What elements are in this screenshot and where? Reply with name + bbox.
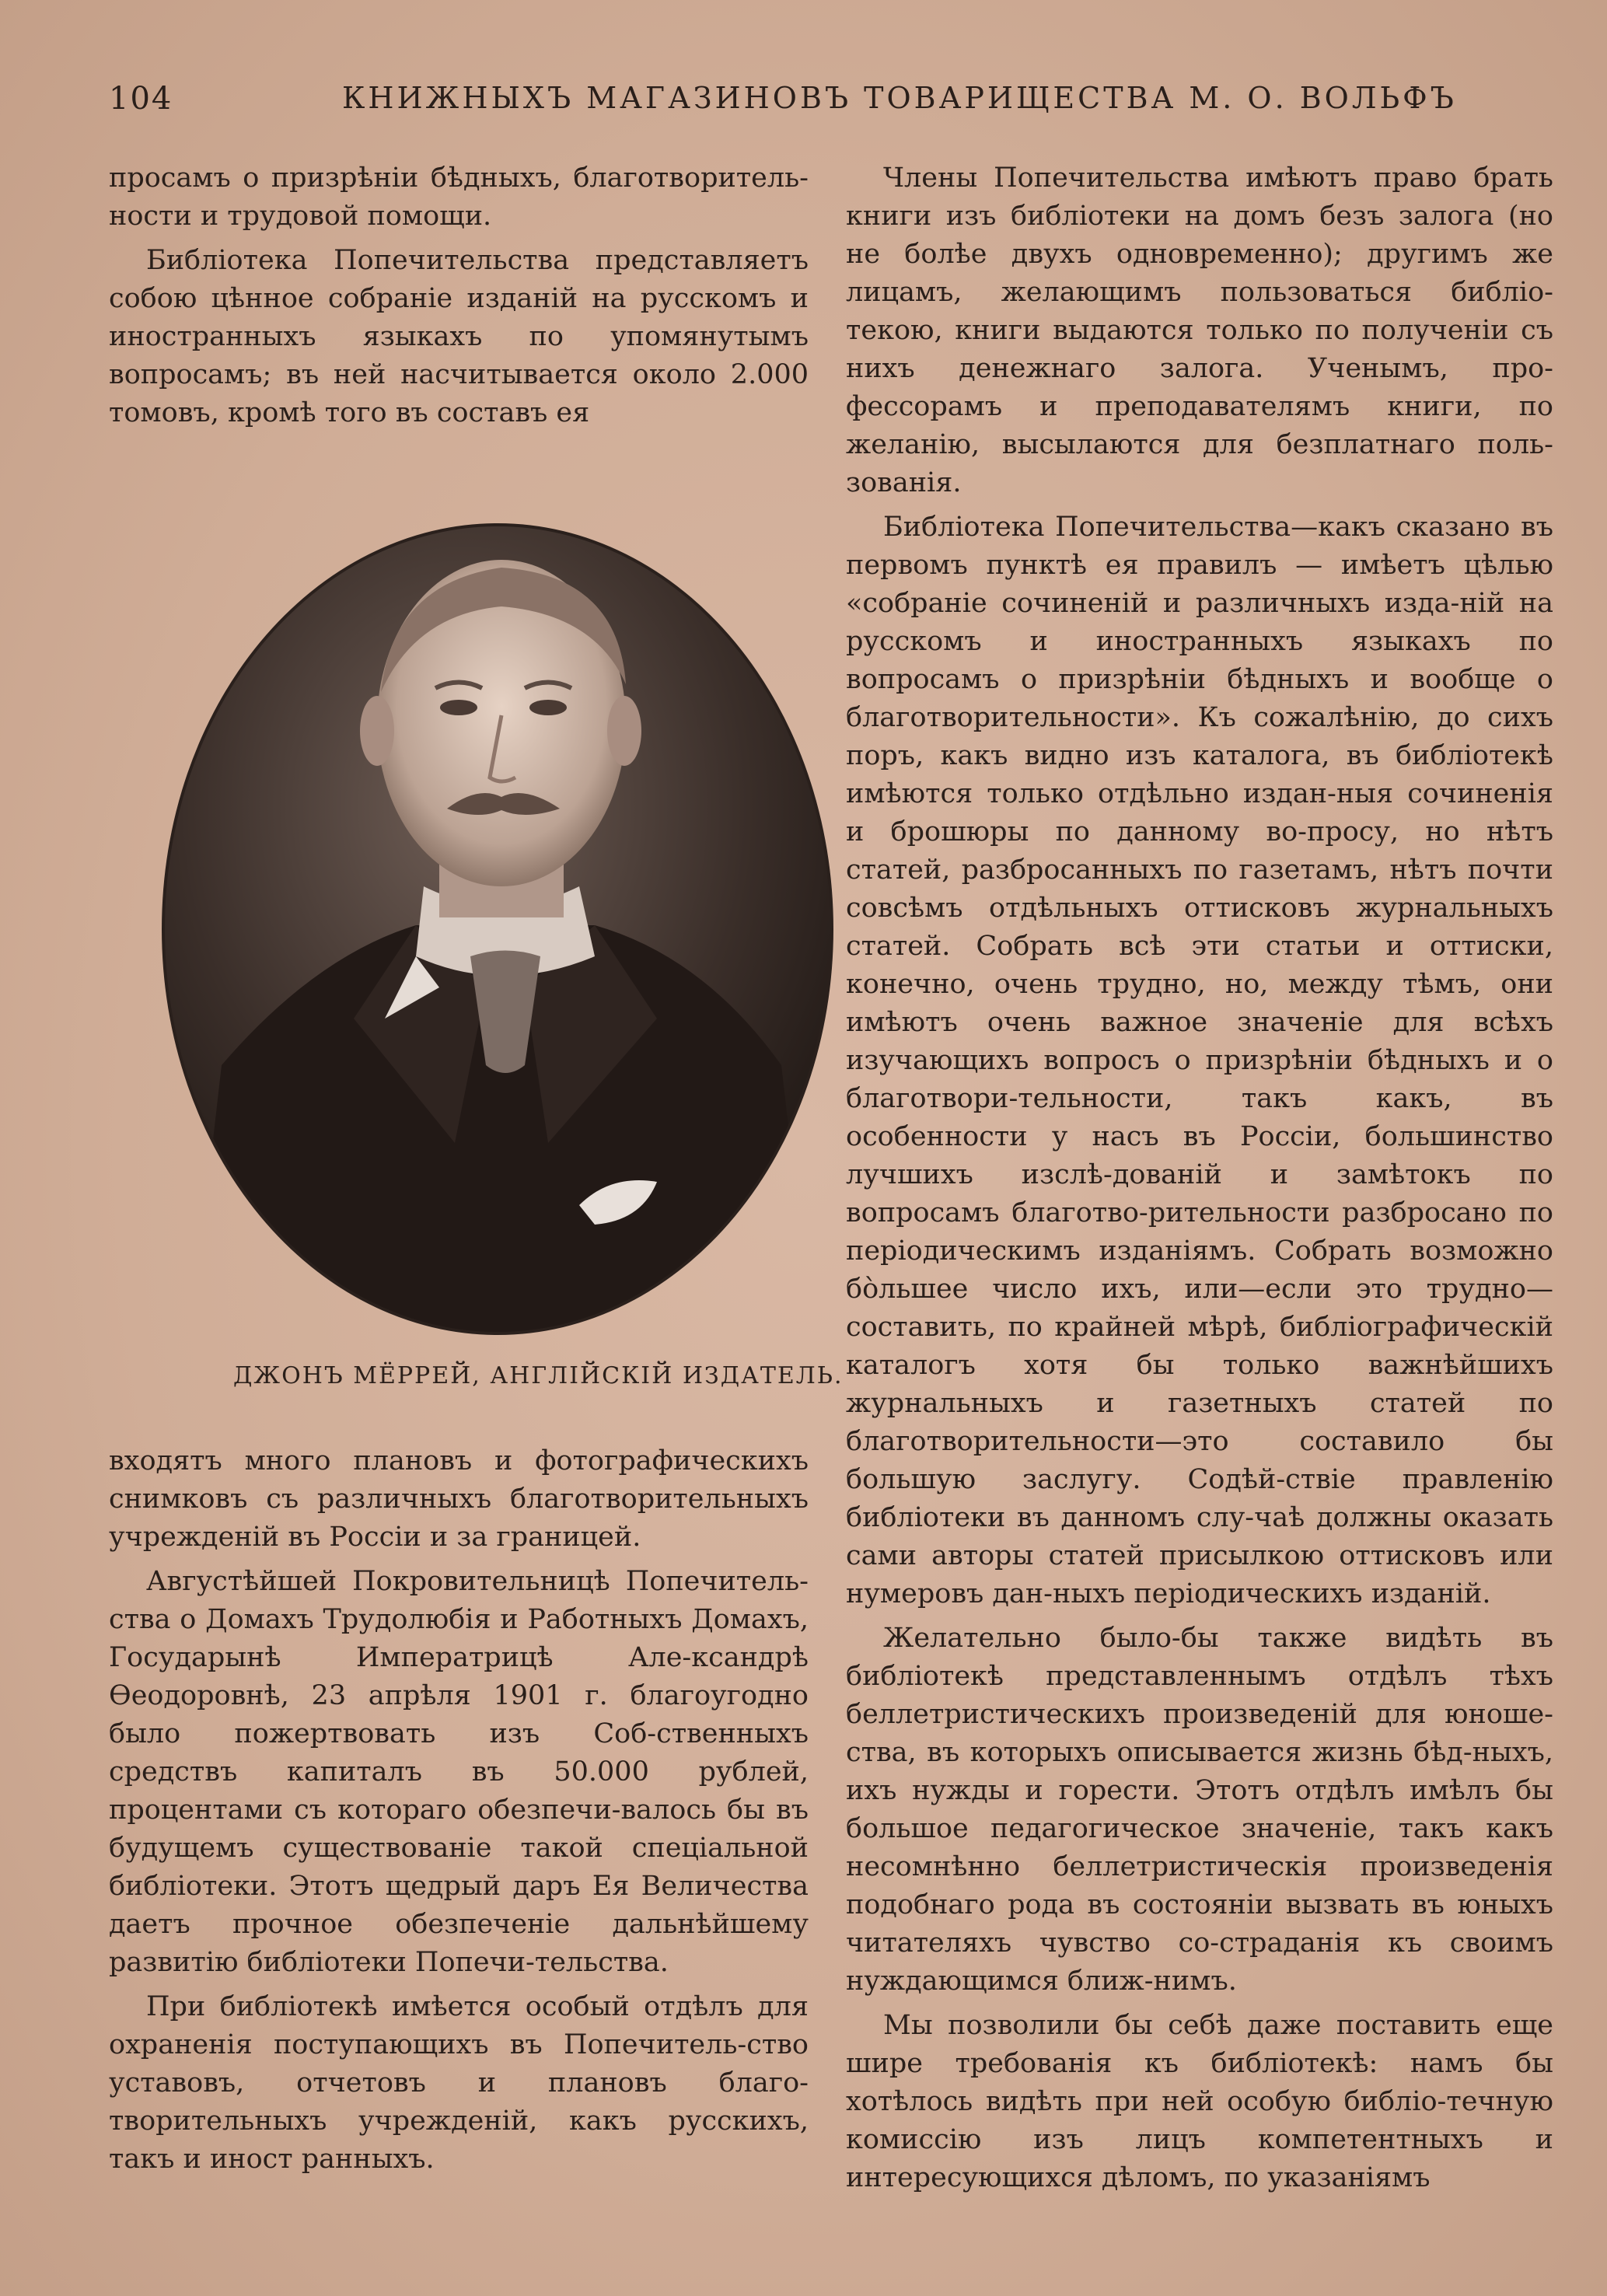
paragraph: просамъ о призрѣнiи бѣдныхъ, благотворитель-ности и трудовой помощи. xyxy=(109,163,809,232)
paragraph: Мы позволили бы себѣ даже поставить еще шире требованiя къ библiотекѣ: намъ бы хотѣлось видѣть при ней особую библiо-течную комиссiю изъ лицъ компетентныхъ и интересующихся дѣломъ, по указанiямъ xyxy=(846,2010,1553,2193)
page-number: 104 xyxy=(109,81,173,117)
paragraph: Библiотека Попечительства представляетъ собою цѣнное собранiе изданiй на русскомъ и иностранныхъ языкахъ по упомянутымъ вопросамъ; въ ней насчитывается около 2.000 томовъ, кромѣ того въ составъ ея xyxy=(109,245,809,428)
paragraph: Члены Попечительства имѣютъ право брать книги изъ библiотеки на домъ безъ залога (но не болѣе двухъ одновременно); другимъ же лицамъ, желающимъ пользоваться библiо-текою, книги выдаются только по полученiи съ нихъ денежнаго залога. Ученымъ, про-фессорамъ и преподавателямъ книги, по желанiю, высылаются для безплатнаго поль-зованiя. xyxy=(846,163,1553,498)
left-column-bottom xyxy=(109,1442,809,2179)
portrait-caption: ДЖОНЪ МЁРРЕЙ, АНГЛIЙСКIЙ ИЗДАТЕЛЬ. xyxy=(233,1362,844,1389)
right-column xyxy=(846,159,1553,2197)
paragraph: Августѣйшей Покровительницѣ Попечитель-ства о Домахъ Трудолюбiя и Работныхъ Домахъ, Государынѣ Императрицѣ Але-ксандрѣ Ѳеодоровнѣ, 23 апрѣля 1901 г. благоугодно было пожертвовать изъ Соб-ственныхъ средствъ капиталъ въ 50.000 рублей, процентами съ котораго обезпечи-валось бы въ будущемъ существованiе такой спецiальной библiотеки. Этотъ щедрый даръ Ея Величества даетъ прочное обезпеченiе дальнѣйшему развитiю библiотеки Попечи-тельства. xyxy=(109,1566,809,1978)
portrait-figure xyxy=(159,521,836,1337)
paragraph: Библiотека Попечительства—какъ сказано въ первомъ пунктѣ ея правилъ — имѣетъ цѣлью «собранiе сочиненiй и различныхъ изда-нiй на русскомъ и иностранныхъ языкахъ по вопросамъ о призрѣнiи бѣдныхъ и вообще о благотворительности». Къ сожалѣнiю, до сихъ поръ, какъ видно изъ каталога, въ библiотекѣ имѣются только отдѣльно издан-ныя сочиненiя и брошюры по данному во-просу, но нѣтъ статей, разбросанныхъ по газетамъ, нѣтъ почти совсѣмъ отдѣльныхъ оттисковъ журнальныхъ статей. Собрать всѣ эти статьи и оттиски, конечно, очень трудно, но, между тѣмъ, они имѣютъ очень важное значенiе для всѣхъ изучающихъ вопросъ о призрѣнiи бѣдныхъ и о благотвори-тельности, такъ какъ, въ особенности у насъ въ Россiи, большинство лучшихъ изслѣ-дованiй и замѣтокъ по вопросамъ благотво-рительности разбросано по перiодическимъ изданiямъ. Собрать возможно бòльшее число ихъ, или—если это трудно—составить, по крайней мѣрѣ, библiографическiй каталогъ хотя бы только важнѣйшихъ журнальныхъ и газетныхъ статей по благотворительности—это составило бы большую заслугу. Содѣй-ствiе правленiю библiотеки въ данномъ слу-чаѣ должны оказать сами авторы статей присылкою оттисковъ или нумеровъ дан-ныхъ перiодическихъ изданiй. xyxy=(846,512,1553,1609)
paragraph: входятъ много плановъ и фотографическихъ снимковъ съ различныхъ благотворительныхъ учрежденiй въ Россiи и за границей. xyxy=(109,1445,809,1553)
paragraph: Желательно было-бы также видѣть въ библiотекѣ представленнымъ отдѣлъ тѣхъ беллетристическихъ произведенiй для юноше-ства, въ которыхъ описывается жизнь бѣд-ныхъ, ихъ нужды и горести. Этотъ отдѣлъ имѣлъ бы большое педагогическое значенiе, такъ какъ несомнѣнно беллетристическiя произведенiя подобнаго рода въ состоянiи вызвать въ юныхъ читателяхъ чувство со-страданiя къ своимъ нуждающимся ближ-нимъ. xyxy=(846,1623,1553,1997)
page-header xyxy=(109,75,1555,121)
running-head: КНИЖНЫХЪ МАГАЗИНОВЪ ТОВАРИЩЕСТВА М. О. ВОЛЬФЪ xyxy=(342,81,1457,115)
paragraph: При библiотекѣ имѣется особый отдѣлъ для охраненiя поступающихъ въ Попечитель-ство уставовъ, отчетовъ и плановъ благо-творительныхъ учрежденiй, какъ русскихъ, такъ и иност ранныхъ. xyxy=(109,1991,809,2175)
left-column-top xyxy=(109,159,809,432)
portrait-photo xyxy=(159,521,836,1337)
